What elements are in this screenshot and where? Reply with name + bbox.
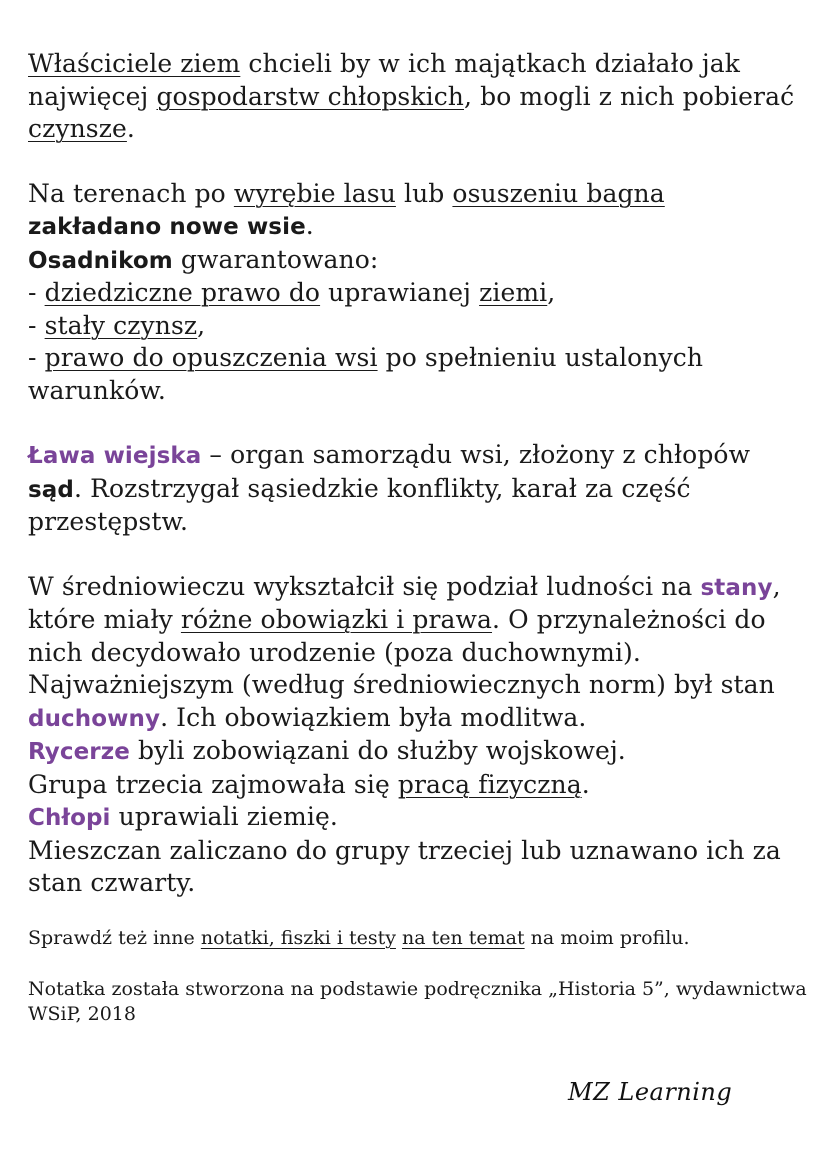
text: uprawianej [320, 278, 480, 307]
text: . Ich obowiązkiem była modlitwa. [160, 702, 587, 732]
text: byli zobowiązani do służby wojskowej. [129, 736, 626, 765]
text: , bo mogli z nich pobierać [464, 81, 795, 111]
spacer [28, 951, 808, 977]
text: . [126, 114, 135, 143]
spacer [28, 407, 808, 439]
line-estates [28, 571, 808, 670]
text: , [547, 278, 556, 307]
footer-check-profile [28, 926, 808, 951]
paragraph-estates [28, 571, 808, 900]
text: Sprawdź też inne [28, 926, 201, 949]
text: Na terenach po [28, 178, 234, 208]
term-fixed-rent: stały czynsz [44, 310, 198, 340]
text: gwarantowano: [172, 244, 379, 274]
line-new-villages [28, 178, 808, 244]
term-village-court: Ława wiejska [28, 443, 202, 469]
term-peasant-farms: gospodarstw chłopskich [156, 81, 465, 111]
spacer [28, 900, 808, 926]
text: chcieli by w ich majątkach działało jak najwięcej [28, 49, 740, 111]
paragraph-new-villages [28, 178, 808, 408]
line-third-group [28, 769, 808, 802]
term-new-villages: zakładano nowe wsie [28, 214, 306, 240]
text: uprawiali ziemię. [110, 802, 338, 831]
signature-logo: MZ Learning [568, 1078, 733, 1106]
term-drained-swamp: osuszeniu bagna [452, 178, 665, 208]
term-estates: stany [700, 574, 773, 601]
text: lub [395, 178, 453, 208]
text: , [197, 310, 206, 340]
text: po spełnieniu ustalonych warunków. [28, 343, 704, 405]
text: W średniowieczu wykształcił się podział ludności na [28, 571, 701, 601]
term-deforestation: wyrębie lasu [233, 178, 396, 208]
list-dash: - [28, 310, 45, 340]
term-right-to-leave: prawo do opuszczenia wsi [44, 343, 378, 372]
list-dash: - [28, 278, 45, 307]
link-notes-flashcards-tests[interactable]: notatki, fiszki i testy [200, 926, 396, 949]
text: . O przynależności do nich decydowało urodzenie (poza duchownymi). [28, 605, 766, 667]
spacer [28, 146, 808, 178]
text: , które miały [28, 571, 781, 634]
list-item [28, 277, 808, 310]
text: Grupa trzecia zajmowała się [28, 769, 398, 799]
term-settlers: Osadnikom [28, 247, 173, 274]
line-clergy [28, 669, 808, 735]
term-hereditary-right: dziedziczne prawo do [44, 278, 321, 307]
text: . [581, 769, 590, 799]
term-rents: czynsze [28, 114, 127, 143]
link-on-this-topic[interactable]: na ten temat [402, 926, 525, 949]
term-peasants: Chłopi [28, 805, 111, 831]
note-page [28, 48, 808, 1027]
term-duties-and-rights: różne obowiązki i prawa [180, 605, 493, 634]
text: Mieszczan zaliczano do grupy trzeciej lub uznawano ich za stan czwarty. [28, 835, 781, 897]
paragraph-landowners [28, 48, 808, 146]
line-townspeople [28, 835, 808, 900]
footer-source: Notatka została stworzona na podstawie podręcznika „Historia 5”, wydawnictwa WSiP, 2018 [28, 977, 807, 1025]
list-item [28, 342, 808, 407]
text: . [305, 211, 314, 240]
text: na moim profilu. [524, 926, 690, 949]
term-clergy: duchowny [28, 705, 161, 732]
line-settlers [28, 244, 808, 278]
term-knights: Rycerze [28, 739, 130, 765]
term-physical-work: pracą fizyczną [397, 769, 582, 799]
term-court: sąd [28, 476, 74, 503]
spacer [28, 539, 808, 571]
text: Najważniejszym (według średniowiecznych norm) był stan [28, 670, 775, 699]
text: . Rozstrzygał sąsiedzkie konflikty, karał za część przestępstw. [28, 473, 691, 536]
paragraph-village-court [28, 439, 808, 539]
list-item [28, 310, 808, 343]
line-peasants [28, 801, 808, 835]
term-land: ziemi [479, 278, 548, 307]
line-knights [28, 735, 808, 769]
list-dash: - [28, 343, 45, 372]
text: – organ samorządu wsi, złożony z chłopów [201, 440, 751, 469]
term-landowners: Właściciele ziem [28, 49, 241, 78]
